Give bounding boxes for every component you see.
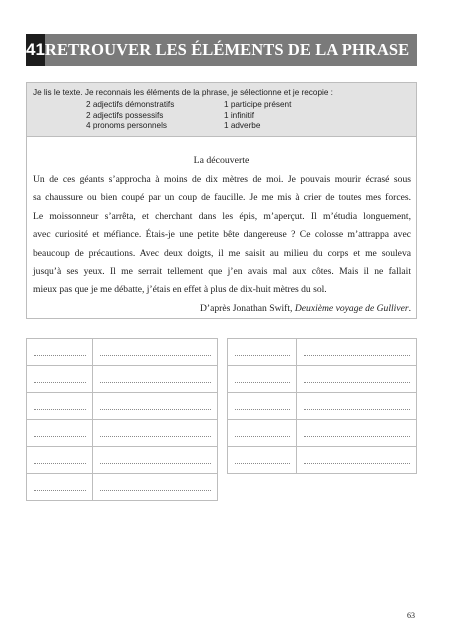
answer-cell[interactable] [297, 366, 417, 393]
answer-row [228, 366, 417, 393]
answer-grid-right [227, 338, 417, 474]
instruction-item: 4 pronoms personnels [86, 121, 168, 130]
answer-cell[interactable] [27, 393, 93, 420]
answer-cell[interactable] [297, 447, 417, 474]
answer-dotted-line [235, 463, 290, 464]
answer-row [228, 420, 417, 447]
answer-dotted-line [34, 409, 86, 410]
story-title: La découverte [193, 155, 250, 166]
credit-end: . [408, 302, 411, 314]
answer-cell[interactable] [228, 366, 297, 393]
answer-cell[interactable] [297, 393, 417, 420]
answer-dotted-line [100, 409, 211, 410]
exercise-number: 41 [26, 34, 45, 66]
answer-cell[interactable] [228, 339, 297, 366]
answer-dotted-line [34, 463, 86, 464]
instruction-item: 1 participe présent [224, 100, 292, 109]
answer-cell[interactable] [297, 339, 417, 366]
credit-author: D’après Jonathan Swift, [199, 302, 295, 314]
answer-cell[interactable] [27, 339, 93, 366]
answer-row [27, 366, 218, 393]
instructions-list-left [86, 100, 174, 132]
answer-dotted-line [34, 382, 86, 383]
answer-dotted-line [100, 463, 211, 464]
story-line: sa chaussure ou bien coupé par un coup de faucille. Je me mis à crier de toutes mes forces. [33, 192, 411, 204]
answer-cell[interactable] [93, 420, 218, 447]
answer-cell[interactable] [228, 420, 297, 447]
page-number: 63 [407, 611, 415, 620]
answer-cell[interactable] [93, 366, 218, 393]
instructions-text: Je lis le texte. Je reconnais les éléments de la phrase, je sélectionne et je recopie : [33, 88, 333, 97]
answer-cell[interactable] [297, 420, 417, 447]
answer-dotted-line [34, 490, 86, 491]
answer-cell[interactable] [93, 339, 218, 366]
credit-work: Deuxième voyage de Gulliver [294, 302, 409, 314]
exercise-title: RETROUVER LES ÉLÉMENTS DE LA PHRASE [45, 34, 417, 66]
answer-cell[interactable] [228, 393, 297, 420]
answer-row [27, 420, 218, 447]
instruction-item: 2 adjectifs possessifs [86, 110, 164, 120]
answer-cell[interactable] [27, 420, 93, 447]
answer-row [27, 474, 218, 501]
answer-cell[interactable] [27, 447, 93, 474]
answer-dotted-line [235, 436, 290, 437]
instruction-item: 2 adjectifs démonstratifs [86, 100, 175, 109]
story-text [33, 171, 411, 318]
answer-dotted-line [304, 382, 410, 383]
answer-cell[interactable] [27, 366, 93, 393]
instruction-item: 1 infinitif [224, 110, 255, 120]
answer-row [228, 447, 417, 474]
answer-cell[interactable] [27, 474, 93, 501]
story-line: avec curiosité et méfiance. Étais-je une petite bête dangereuse ? Ce colosse m’attrappa avec [33, 229, 411, 241]
answer-dotted-line [100, 382, 211, 383]
answer-row [228, 339, 417, 366]
answer-dotted-line [304, 355, 410, 356]
answer-dotted-line [304, 409, 410, 410]
answer-row [27, 447, 218, 474]
answer-cell[interactable] [93, 393, 218, 420]
answer-row [27, 339, 218, 366]
answer-dotted-line [235, 382, 290, 383]
story-line: Un de ces géants s’approcha à moins de dix mètres de moi. Je pouvais mourir écrasé sous [33, 174, 411, 185]
exercise-header [26, 34, 417, 66]
answer-dotted-line [100, 436, 211, 437]
answer-row [27, 393, 218, 420]
answer-row [228, 393, 417, 420]
answer-dotted-line [34, 355, 86, 356]
instruction-item: 1 adverbe [224, 121, 261, 130]
answer-dotted-line [235, 409, 290, 410]
story-box [26, 136, 417, 319]
instructions-list-right [224, 100, 291, 132]
answer-dotted-line [100, 355, 211, 356]
answer-cell[interactable] [93, 474, 218, 501]
answer-dotted-line [34, 436, 86, 437]
answer-cell[interactable] [93, 447, 218, 474]
story-line: mieux pas que je me débatte, j’étais en effet à plus de dix-huit mètres du sol. [33, 284, 327, 296]
answer-grid-left [26, 338, 218, 501]
story-line: beaucoup de précautions. Avec deux doigts, il me saisit au milieu du corps et me souleva [33, 247, 411, 259]
story-credit [33, 300, 411, 318]
instructions-box [26, 82, 417, 137]
answer-dotted-line [304, 463, 410, 464]
story-line: Le moissonneur s’arrêta, et cherchant dans les épis, m’aperçut. Il m’étudia longuement, [33, 210, 411, 222]
story-line: jusqu’à ses yeux. Il me serrait tellement que j’en avais mal aux côtes. Mais il ne fallait [33, 266, 411, 278]
answer-cell[interactable] [228, 447, 297, 474]
answer-dotted-line [100, 490, 211, 491]
answer-dotted-line [235, 355, 290, 356]
answer-dotted-line [304, 436, 410, 437]
